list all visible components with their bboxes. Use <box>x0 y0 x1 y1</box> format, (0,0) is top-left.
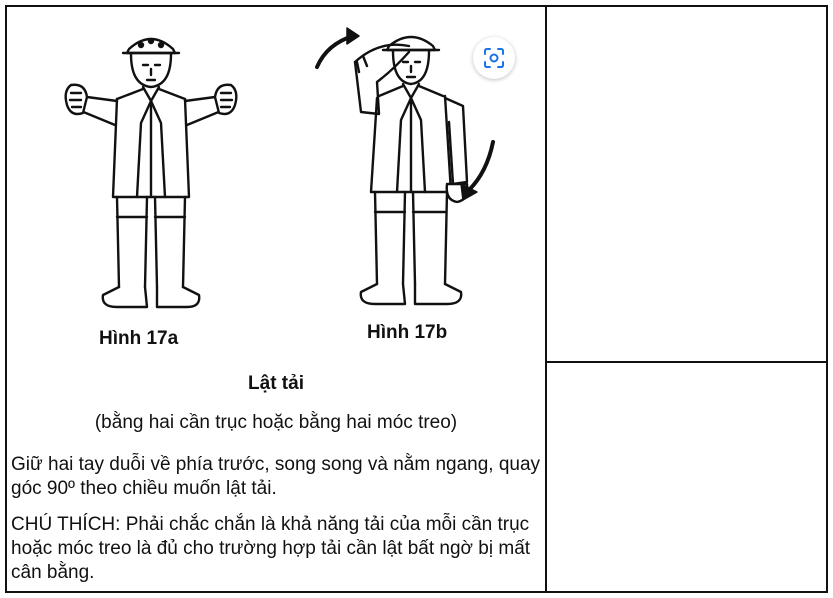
figure-17a-caption: Hình 17a <box>99 328 179 349</box>
row-divider <box>547 361 828 363</box>
signal-description: Giữ hai tay duỗi về phía trước, song song và nằm ngang, quay góc 90º theo chiều muốn lật tải. <box>11 454 541 499</box>
signal-table <box>5 5 828 593</box>
lens-scan-button[interactable] <box>473 37 515 79</box>
figure-17a-illustration <box>57 27 247 317</box>
lens-scan-icon <box>483 47 505 69</box>
figure-17b-caption: Hình 17b <box>367 322 448 343</box>
column-divider <box>545 7 547 591</box>
signal-title: Lật tải <box>248 373 304 394</box>
signal-subtitle: (bằng hai cần trục hoặc bằng hai móc treo) <box>94 412 458 433</box>
signal-note: CHÚ THÍCH: Phải chắc chắn là khả năng tải của mỗi cần trục hoặc móc treo là đủ cho trường hợp tải cần lật bất ngờ bị mất cân bằng. <box>11 514 531 583</box>
